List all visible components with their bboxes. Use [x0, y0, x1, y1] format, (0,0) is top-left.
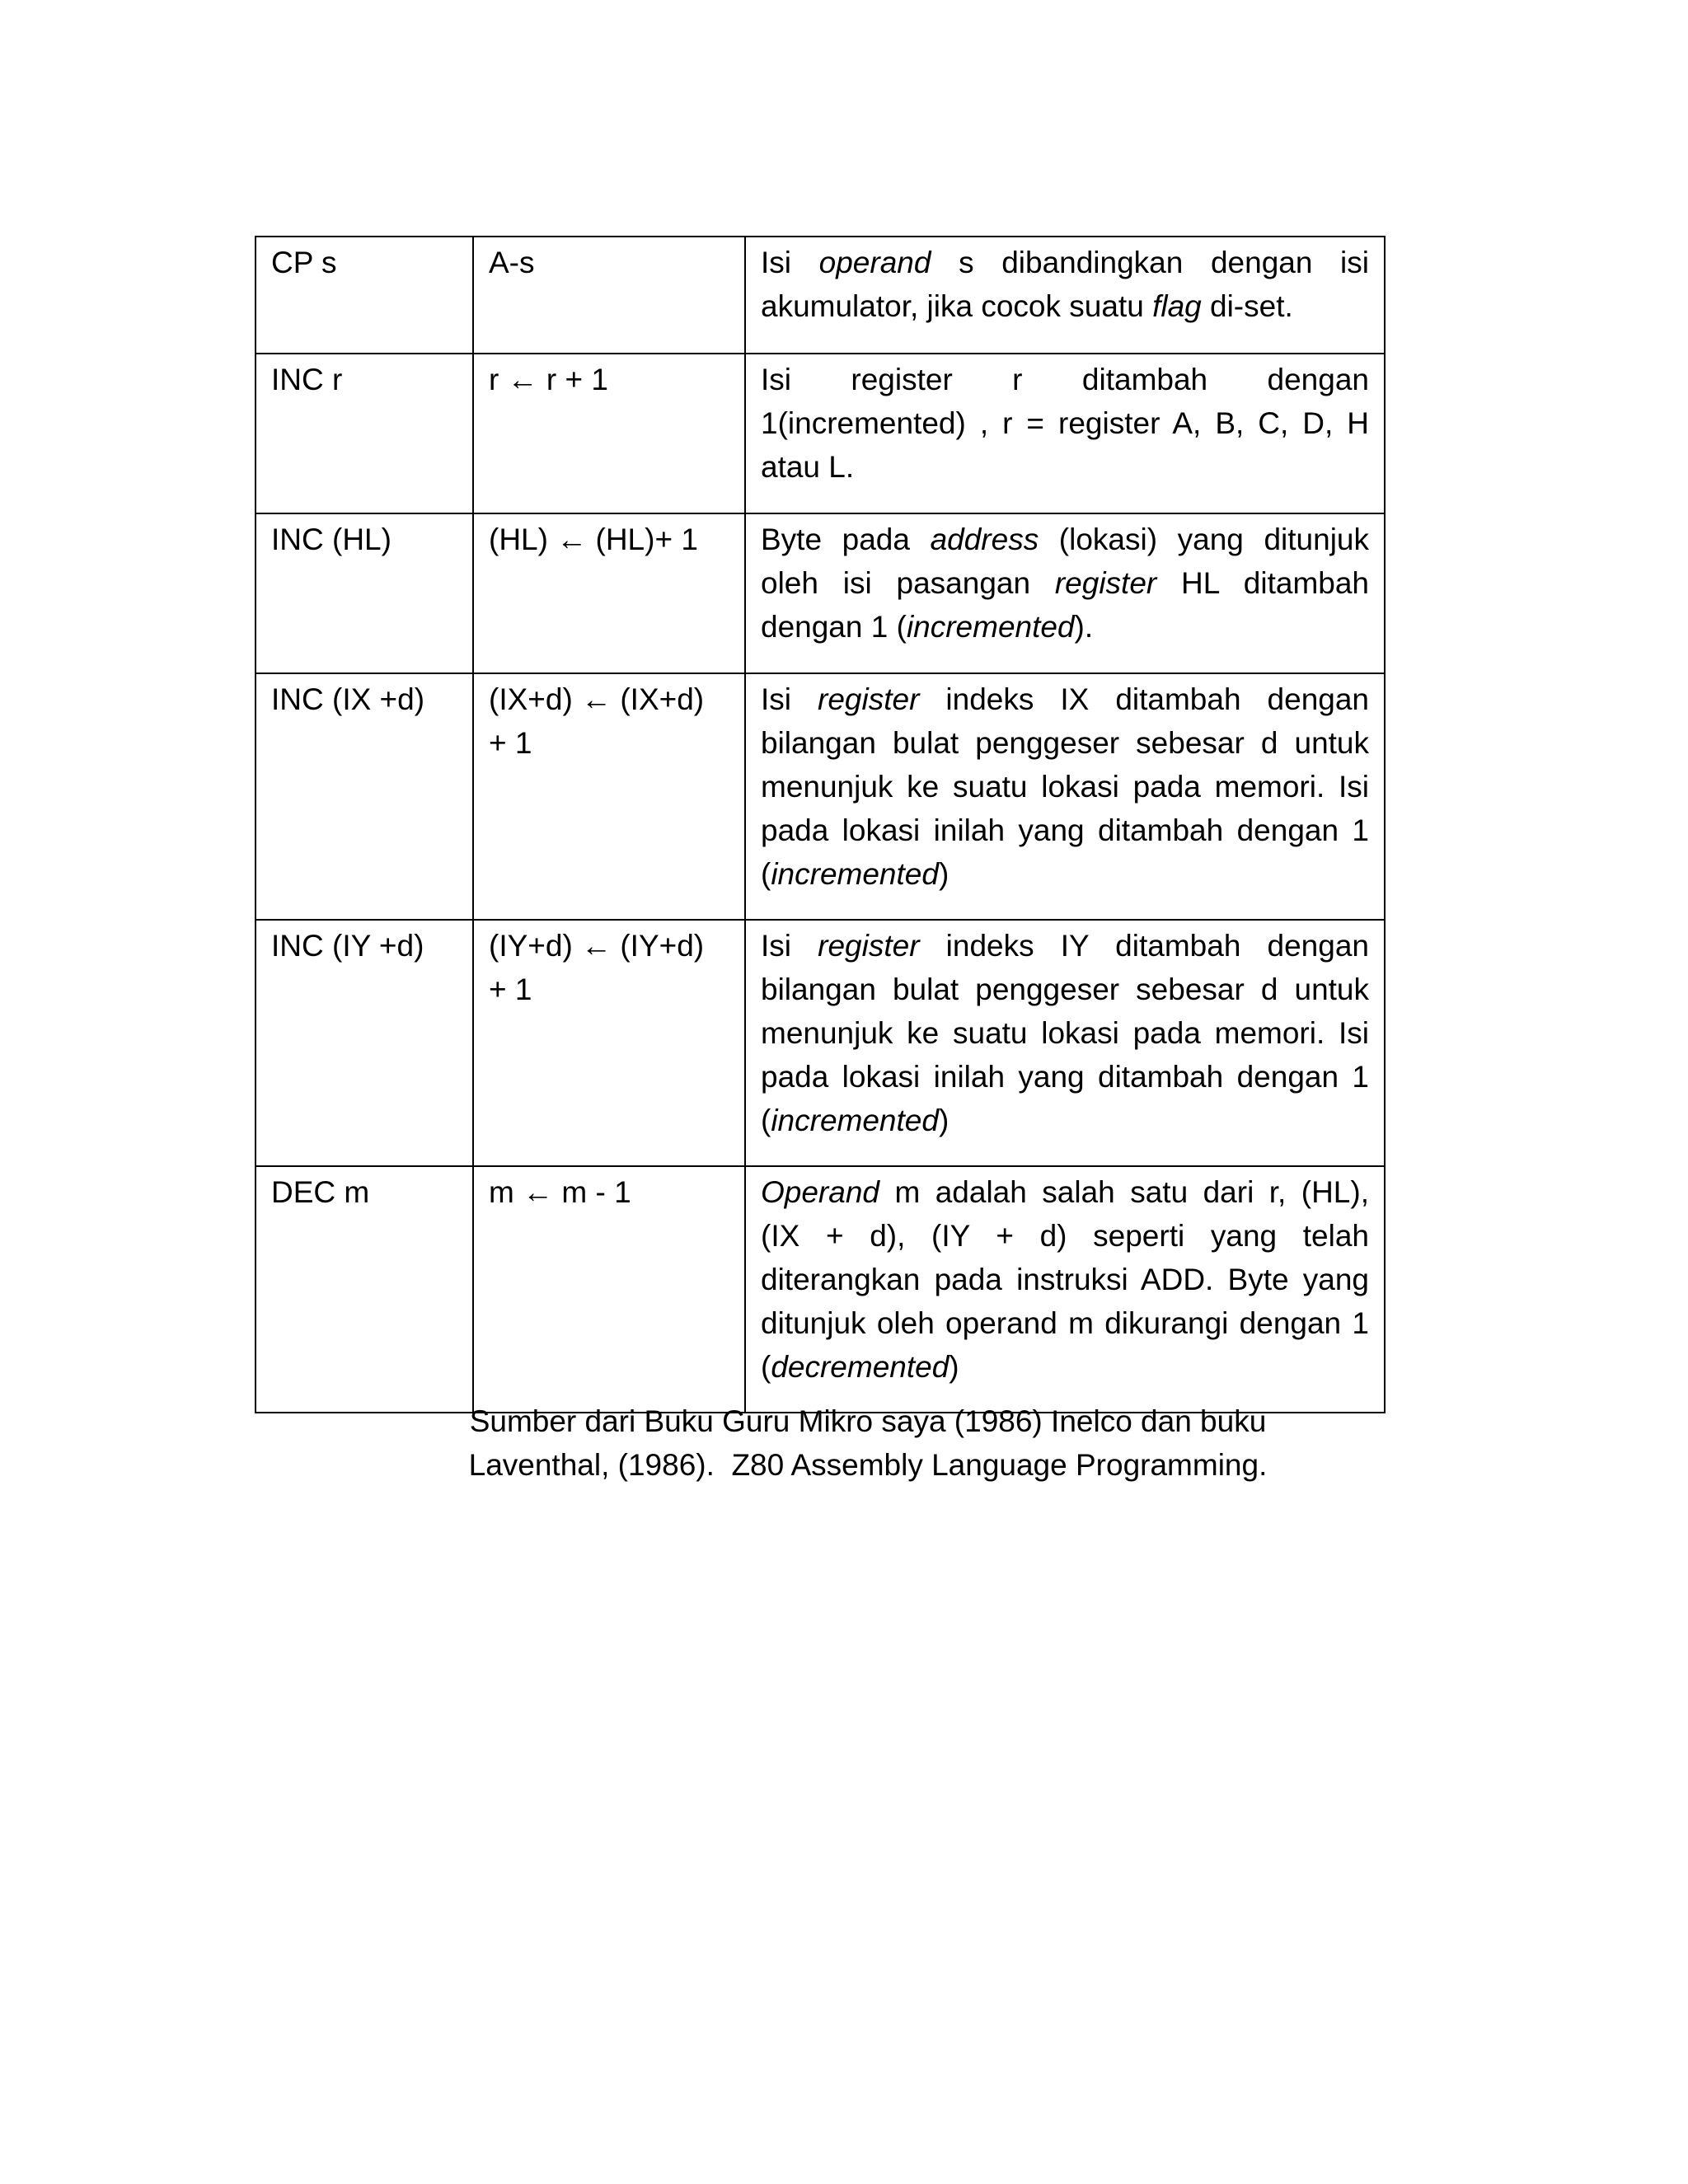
table-row [256, 1166, 1385, 1413]
source-caption [255, 1399, 1481, 1487]
operation-cell: A-s [473, 237, 745, 354]
description-text: Isi register r ditambah dengan 1(incremented) , r = register A, B, C, D, H atau L. [761, 363, 1369, 484]
description-text: Byte pada [761, 523, 931, 556]
description-text: Isi [761, 246, 819, 279]
description-text: ) [949, 1350, 959, 1384]
description-text: ). [1074, 610, 1094, 644]
description-text: m adalah salah satu dari r, (HL), (IX + d), (IY + d) seperti yang telah diterangkan pada instruksi ADD. Byte yang ditunjuk oleh operand m dikurangi dengan 1 ( [761, 1175, 1369, 1384]
description-cell [745, 354, 1385, 513]
italic-term: operand [818, 246, 931, 279]
italic-term: address [930, 523, 1039, 556]
instruction-table [255, 236, 1386, 1413]
instruction-cell: CP s [256, 237, 473, 354]
italic-term: decremented [771, 1350, 950, 1384]
operation-cell: (HL) ← (HL)+ 1 [473, 513, 745, 673]
operation-cell: r ← r + 1 [473, 354, 745, 513]
instruction-cell: DEC m [256, 1166, 473, 1413]
italic-term: register [818, 929, 920, 963]
operation-cell: (IY+d) ← (IY+d) + 1 [473, 920, 745, 1166]
description-text: ) [938, 1104, 950, 1137]
table-row [256, 237, 1385, 354]
table-row [256, 354, 1385, 513]
italic-term: register [818, 682, 920, 716]
instruction-cell: INC (IX +d) [256, 673, 473, 920]
description-cell [745, 920, 1385, 1166]
table-row [256, 920, 1385, 1166]
instruction-cell: INC r [256, 354, 473, 513]
description-text: HL ditambah dengan 1 ( [761, 566, 1369, 644]
instruction-cell: INC (IY +d) [256, 920, 473, 1166]
description-text: di-set. [1201, 289, 1293, 323]
italic-term: incremented [771, 1104, 939, 1137]
italic-term: flag [1152, 289, 1202, 323]
italic-term: register [1054, 566, 1157, 600]
description-text: (lokasi) yang ditunjuk oleh isi pasangan [761, 523, 1370, 600]
description-cell [745, 513, 1385, 673]
description-text: Isi [761, 929, 818, 963]
description-cell [745, 673, 1385, 920]
description-text: Isi [761, 682, 818, 716]
description-cell [745, 1166, 1385, 1413]
italic-term: incremented [906, 610, 1075, 644]
description-text: indeks IY ditambah dengan bilangan bulat penggeser sebesar d untuk menunjuk ke suatu lokasi pada memori. Isi pada lokasi inilah yang ditambah dengan 1 ( [761, 929, 1369, 1137]
italic-term: incremented [771, 857, 939, 891]
instruction-cell: INC (HL) [256, 513, 473, 673]
description-cell [745, 237, 1385, 354]
table-row [256, 513, 1385, 673]
table-row [256, 673, 1385, 920]
caption-line: Sumber dari Buku Guru Mikro saya (1986) Inelco dan buku [469, 1404, 1267, 1438]
operation-cell: m ← m - 1 [473, 1166, 745, 1413]
italic-term: Operand [761, 1175, 879, 1209]
operation-cell: (IX+d) ← (IX+d) + 1 [473, 673, 745, 920]
description-text: indeks IX ditambah dengan bilangan bulat penggeser sebesar d untuk menunjuk ke suatu lokasi pada memori. Isi pada lokasi inilah yang ditambah dengan 1 ( [761, 682, 1369, 891]
caption-line: Laventhal, (1986). Z80 Assembly Language Programming. [468, 1448, 1268, 1482]
description-text: s dibandingkan dengan isi akumulator, jika cocok suatu [761, 246, 1370, 323]
description-text: ) [938, 857, 950, 891]
